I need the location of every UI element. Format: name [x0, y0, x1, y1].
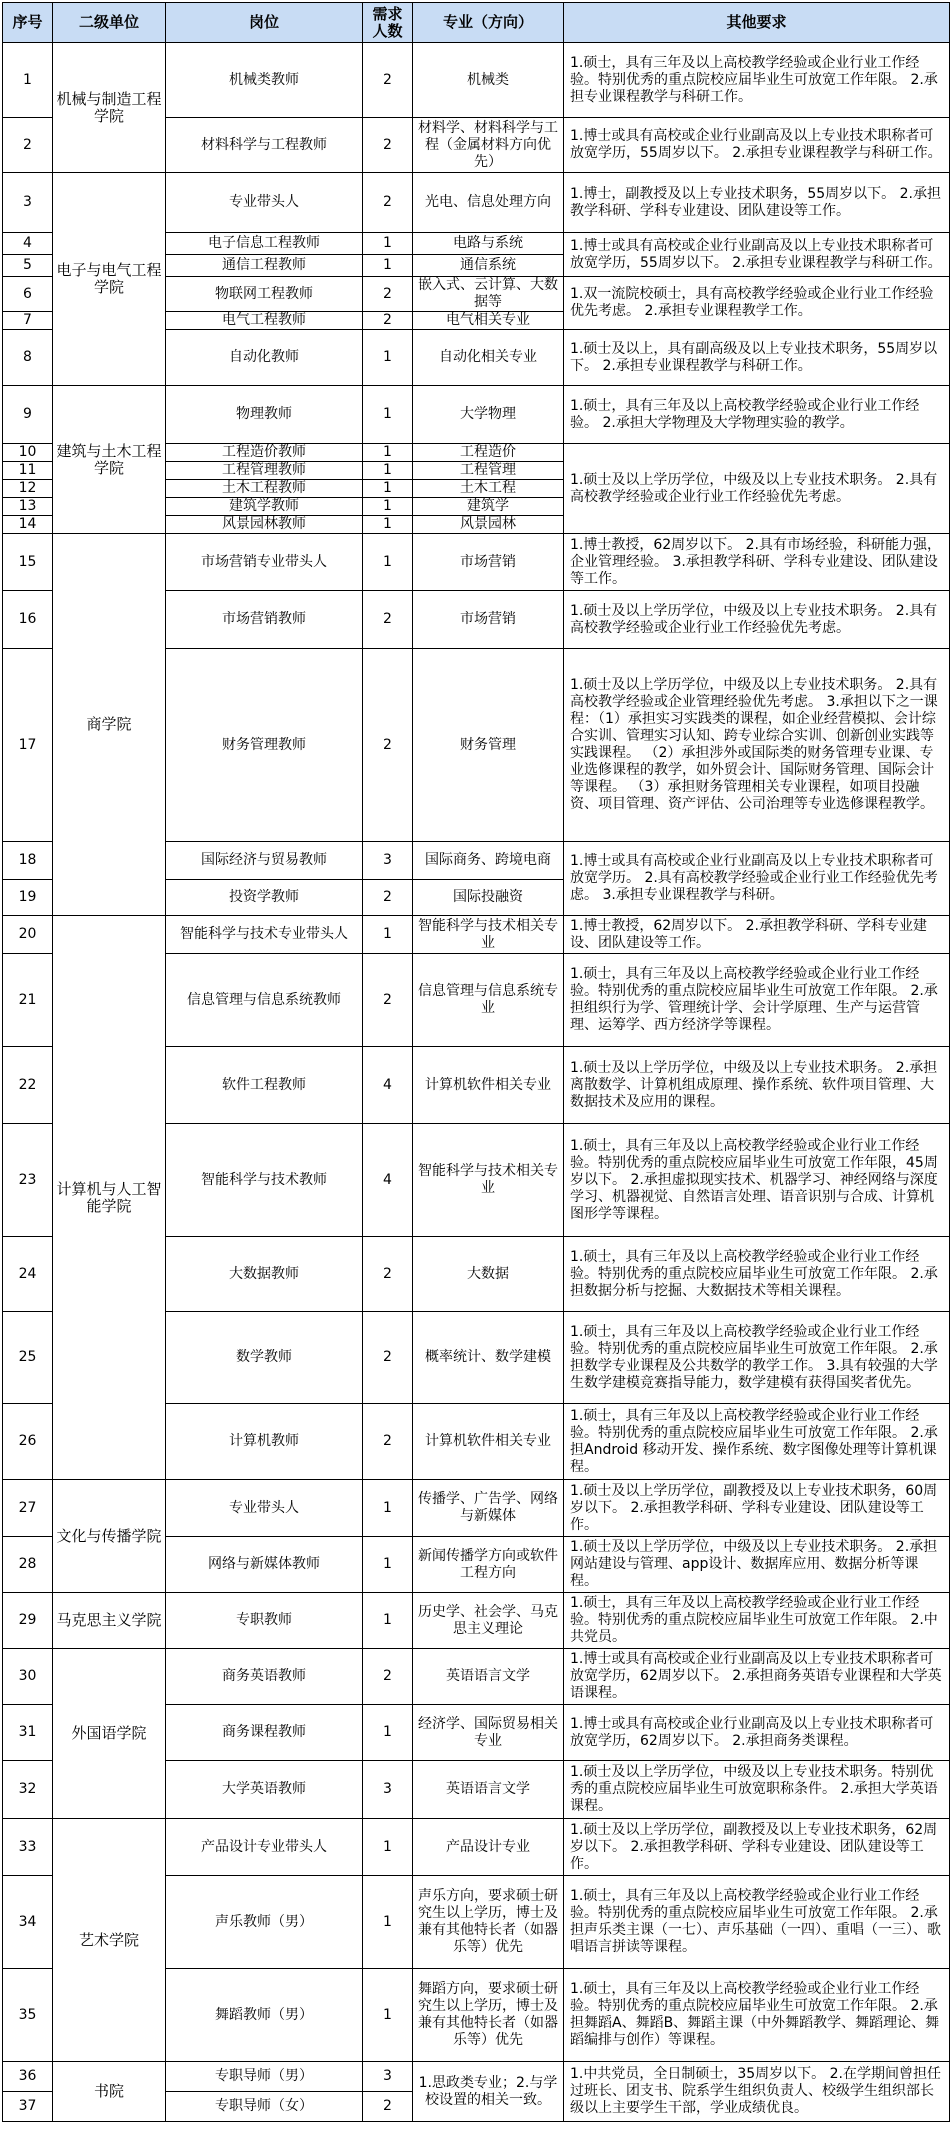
- row-count: 1: [363, 1593, 413, 1649]
- row-major: 计算机软件相关专业: [413, 1047, 564, 1124]
- row-no: 4: [3, 233, 53, 255]
- row-major: 国际投融资: [413, 880, 564, 916]
- header-count: 需求人数: [363, 3, 413, 43]
- row-major: 建筑学: [413, 498, 564, 516]
- row-requirements: 1.硕士，具有三年及以上高校教学经验或企业行业工作经验。特别优秀的重点院校应届毕业生可放宽工作年限。 2.中共党员。: [564, 1593, 950, 1649]
- table-row: [3, 1593, 950, 1649]
- unit-cell: 商学院: [53, 534, 166, 916]
- unit-cell: 机械与制造工程学院: [53, 43, 166, 173]
- row-count: 1: [363, 1480, 413, 1537]
- row-no: 3: [3, 173, 53, 233]
- row-requirements: 1.硕士，具有三年及以上高校教学经验或企业行业工作经验。特别优秀的重点院校应届毕业生可放宽工作年限。 2.承担专业课程教学与科研工作。: [564, 43, 950, 118]
- unit-cell: 马克思主义学院: [53, 1593, 166, 1649]
- row-major: 市场营销: [413, 534, 564, 591]
- row-post: 国际经济与贸易教师: [166, 842, 363, 880]
- row-post: 商务课程教师: [166, 1705, 363, 1761]
- row-no: 26: [3, 1404, 53, 1480]
- row-no: 15: [3, 534, 53, 591]
- row-no: 25: [3, 1312, 53, 1404]
- row-post: 自动化教师: [166, 330, 363, 386]
- row-no: 32: [3, 1761, 53, 1819]
- row-no: 14: [3, 516, 53, 534]
- row-requirements: 1.硕士及以上学历学位，中级及以上专业技术职务。 2.具有高校教学经验或企业管理经验优先考虑。 3.承担以下之一课程：（1）承担实习实践类的课程，如企业经营模拟、会计综合实训、管理实习认知、跨专业综合实训、创新创业实践等实践课程。 （2）承担涉外或国际类的财务管理专业课、专业选修课程的教学，如外贸会计、国际财务管理、国际会计等课程。 （3）承担财务管理相关专业课程，如项目投融资、项目管理、资产评估、公司治理等专业选修课程教学。: [564, 649, 950, 842]
- row-major: 英语语言文学: [413, 1649, 564, 1705]
- row-requirements: 1.硕士及以上，具有副高级及以上专业技术职务，55周岁以下。 2.承担专业课程教学与科研工作。: [564, 330, 950, 386]
- row-requirements: 1.硕士及以上学历学位，中级及以上专业技术职务。 2.承担离散数学、计算机组成原理、操作系统、软件项目管理、大数据技术及应用的课程。: [564, 1047, 950, 1124]
- row-count: 2: [363, 1312, 413, 1404]
- row-major: 国际商务、跨境电商: [413, 842, 564, 880]
- table-row: [3, 43, 950, 118]
- row-major: 产品设计专业: [413, 1819, 564, 1876]
- row-no: 28: [3, 1537, 53, 1593]
- row-count: 2: [363, 1404, 413, 1480]
- header-major: 专业（方向）: [413, 3, 564, 43]
- row-post: 网络与新媒体教师: [166, 1537, 363, 1593]
- row-post: 电气工程教师: [166, 312, 363, 330]
- row-post: 舞蹈教师（男）: [166, 1969, 363, 2062]
- row-requirements: 1.硕士及以上学历学位，中级及以上专业技术职务。特别优秀的重点院校应届毕业生可放宽职称条件。 2.承担大学英语课程。: [564, 1761, 950, 1819]
- row-count: 3: [363, 842, 413, 880]
- row-no: 13: [3, 498, 53, 516]
- table-row: [3, 916, 950, 954]
- row-major: 声乐方向，要求硕士研究生以上学历，博士及兼有其他特长者（如器乐等）优先: [413, 1876, 564, 1969]
- row-requirements: 1.博士或具有高校或企业行业副高及以上专业技术职称者可放宽学历，62周岁以下。 2.承担商务类课程。: [564, 1705, 950, 1761]
- row-count: 1: [363, 516, 413, 534]
- row-post: 电子信息工程教师: [166, 233, 363, 255]
- recruitment-table: [2, 2, 950, 2122]
- row-count: 1: [363, 480, 413, 498]
- table-row: [3, 173, 950, 233]
- row-post: 专职导师（女）: [166, 2092, 363, 2122]
- row-major: 舞蹈方向，要求硕士研究生以上学历，博士及兼有其他特长者（如器乐等）优先: [413, 1969, 564, 2062]
- table-row: [3, 1480, 950, 1537]
- row-requirements: 1.硕士，具有三年及以上高校教学经验或企业行业工作经验。特别优秀的重点院校应届毕业生可放宽工作年限。 2.承担数据分析与挖掘、大数据技术等相关课程。: [564, 1237, 950, 1312]
- row-count: 2: [363, 277, 413, 312]
- row-no: 7: [3, 312, 53, 330]
- row-major: 新闻传播学方向或软件工程方向: [413, 1537, 564, 1593]
- row-requirements: 1.中共党员，全日制硕士，35周岁以下。 2.在学期间曾担任过班长、团支书、院系学生组织负责人、校级学生组织部长级以上主要学生干部，学业成绩优良。: [564, 2062, 950, 2122]
- row-post: 数学教师: [166, 1312, 363, 1404]
- row-count: 1: [363, 1969, 413, 2062]
- row-major: 市场营销: [413, 591, 564, 649]
- row-count: 2: [363, 649, 413, 842]
- row-requirements: 1.硕士，具有三年及以上高校教学经验或企业行业工作经验。 2.承担大学物理及大学物理实验的教学。: [564, 386, 950, 444]
- row-count: 1: [363, 255, 413, 277]
- row-post: 信息管理与信息系统教师: [166, 954, 363, 1047]
- row-post: 财务管理教师: [166, 649, 363, 842]
- row-post: 软件工程教师: [166, 1047, 363, 1124]
- row-major: 1.思政类专业；2.与学校设置的相关一致。: [413, 2062, 564, 2122]
- row-post: 智能科学与技术专业带头人: [166, 916, 363, 954]
- row-major: 传播学、广告学、网络与新媒体: [413, 1480, 564, 1537]
- row-major: 通信系统: [413, 255, 564, 277]
- row-major: 大数据: [413, 1237, 564, 1312]
- row-count: 2: [363, 1649, 413, 1705]
- row-major: 财务管理: [413, 649, 564, 842]
- row-post: 智能科学与技术教师: [166, 1124, 363, 1237]
- unit-cell: 书院: [53, 2062, 166, 2122]
- row-count: 4: [363, 1124, 413, 1237]
- row-requirements: 1.硕士，具有三年及以上高校教学经验或企业行业工作经验。特别优秀的重点院校应届毕业生可放宽工作年限。 2.承担声乐类主课（一七）、声乐基础（一四）、重唱（一三）、歌唱语言拼读等课程。: [564, 1876, 950, 1969]
- row-no: 35: [3, 1969, 53, 2062]
- row-count: 2: [363, 173, 413, 233]
- row-count: 2: [363, 2092, 413, 2122]
- row-post: 计算机教师: [166, 1404, 363, 1480]
- row-requirements: 1.硕士及以上学历学位，中级及以上专业技术职务。 2.具有高校教学经验或企业行业工作经验优先考虑。: [564, 444, 950, 534]
- row-no: 36: [3, 2062, 53, 2092]
- row-requirements: 1.硕士及以上学历学位，中级及以上专业技术职务。 2.承担网站建设与管理、app设计、数据库应用、数据分析等课程。: [564, 1537, 950, 1593]
- row-count: 1: [363, 534, 413, 591]
- row-post: 建筑学教师: [166, 498, 363, 516]
- row-major: 工程造价: [413, 444, 564, 462]
- header-no: 序号: [3, 3, 53, 43]
- row-requirements: 1.博士或具有高校或企业行业副高及以上专业技术职称者可放宽学历。 2.具有高校教学经验或企业行业工作经验优先考虑。 3.承担专业课程教学与科研。: [564, 842, 950, 916]
- row-post: 大学英语教师: [166, 1761, 363, 1819]
- row-major: 土木工程: [413, 480, 564, 498]
- row-requirements: 1.硕士，具有三年及以上高校教学经验或企业行业工作经验。特别优秀的重点院校应届毕业生可放宽工作年限。 2.承担舞蹈A、舞蹈B、舞蹈主课（中外舞蹈教学、舞蹈理论、舞蹈编排与创作）等课程。: [564, 1969, 950, 2062]
- header-requirements: 其他要求: [564, 3, 950, 43]
- row-no: 27: [3, 1480, 53, 1537]
- row-post: 工程管理教师: [166, 462, 363, 480]
- row-post: 物理教师: [166, 386, 363, 444]
- row-no: 8: [3, 330, 53, 386]
- row-count: 3: [363, 2062, 413, 2092]
- row-no: 1: [3, 43, 53, 118]
- row-requirements: 1.博士或具有高校或企业行业副高及以上专业技术职称者可放宽学历，62周岁以下。 2.承担商务英语专业课程和大学英语课程。: [564, 1649, 950, 1705]
- row-major: 电气相关专业: [413, 312, 564, 330]
- unit-cell: 建筑与土木工程学院: [53, 386, 166, 534]
- table-row: [3, 1819, 950, 1876]
- row-major: 机械类: [413, 43, 564, 118]
- row-count: 2: [363, 118, 413, 173]
- row-count: 4: [363, 1047, 413, 1124]
- row-count: 2: [363, 1237, 413, 1312]
- row-major: 光电、信息处理方向: [413, 173, 564, 233]
- row-post: 专业带头人: [166, 1480, 363, 1537]
- row-post: 土木工程教师: [166, 480, 363, 498]
- row-count: 2: [363, 954, 413, 1047]
- row-count: 1: [363, 1537, 413, 1593]
- row-major: 大学物理: [413, 386, 564, 444]
- row-post: 市场营销专业带头人: [166, 534, 363, 591]
- row-post: 通信工程教师: [166, 255, 363, 277]
- row-count: 1: [363, 233, 413, 255]
- row-no: 18: [3, 842, 53, 880]
- row-no: 17: [3, 649, 53, 842]
- row-count: 1: [363, 462, 413, 480]
- row-no: 2: [3, 118, 53, 173]
- row-count: 1: [363, 1705, 413, 1761]
- row-major: 智能科学与技术相关专业: [413, 916, 564, 954]
- row-count: 1: [363, 1819, 413, 1876]
- row-major: 电路与系统: [413, 233, 564, 255]
- row-post: 材料科学与工程教师: [166, 118, 363, 173]
- table-row: [3, 386, 950, 444]
- row-post: 商务英语教师: [166, 1649, 363, 1705]
- row-requirements: 1.硕士，具有三年及以上高校教学经验或企业行业工作经验。特别优秀的重点院校应届毕业生可放宽工作年限，45周岁以下。 2.承担虚拟现实技术、机器学习、神经网络与深度学习、机器视觉、自然语言处理、语音识别与合成、计算机图形学等课程。: [564, 1124, 950, 1237]
- row-count: 1: [363, 916, 413, 954]
- row-count: 1: [363, 444, 413, 462]
- row-post: 机械类教师: [166, 43, 363, 118]
- row-post: 专职教师: [166, 1593, 363, 1649]
- row-no: 20: [3, 916, 53, 954]
- row-post: 工程造价教师: [166, 444, 363, 462]
- row-no: 34: [3, 1876, 53, 1969]
- table-row: [3, 1649, 950, 1705]
- row-post: 风景园林教师: [166, 516, 363, 534]
- row-no: 23: [3, 1124, 53, 1237]
- unit-cell: 艺术学院: [53, 1819, 166, 2062]
- row-major: 英语语言文学: [413, 1761, 564, 1819]
- row-count: 2: [363, 880, 413, 916]
- row-no: 31: [3, 1705, 53, 1761]
- row-no: 24: [3, 1237, 53, 1312]
- row-major: 材料学、材料科学与工程（金属材料方向优先）: [413, 118, 564, 173]
- row-post: 物联网工程教师: [166, 277, 363, 312]
- row-post: 声乐教师（男）: [166, 1876, 363, 1969]
- row-no: 37: [3, 2092, 53, 2122]
- row-no: 30: [3, 1649, 53, 1705]
- row-requirements: 1.博士或具有高校或企业行业副高及以上专业技术职称者可放宽学历，55周岁以下。 2.承担专业课程教学与科研工作。: [564, 118, 950, 173]
- row-no: 5: [3, 255, 53, 277]
- row-requirements: 1.硕士，具有三年及以上高校教学经验或企业行业工作经验。特别优秀的重点院校应届毕业生可放宽工作年限。 2.承担组织行为学、管理统计学、会计学原理、生产与运营管理、运筹学、西方经济学等课程。: [564, 954, 950, 1047]
- row-major: 嵌入式、云计算、大数据等: [413, 277, 564, 312]
- row-major: 经济学、国际贸易相关专业: [413, 1705, 564, 1761]
- row-post: 专业带头人: [166, 173, 363, 233]
- unit-cell: 计算机与人工智能学院: [53, 916, 166, 1480]
- row-requirements: 1.硕士，具有三年及以上高校教学经验或企业行业工作经验。特别优秀的重点院校应届毕业生可放宽工作年限。 2.承担Android 移动开发、操作系统、数字图像处理等计算机课程。: [564, 1404, 950, 1480]
- table-row: [3, 2062, 950, 2092]
- row-major: 风景园林: [413, 516, 564, 534]
- row-major: 计算机软件相关专业: [413, 1404, 564, 1480]
- row-requirements: 1.博士或具有高校或企业行业副高及以上专业技术职称者可放宽学历，55周岁以下。 2.承担专业课程教学与科研工作。: [564, 233, 950, 277]
- row-no: 12: [3, 480, 53, 498]
- row-requirements: 1.硕士，具有三年及以上高校教学经验或企业行业工作经验。特别优秀的重点院校应届毕业生可放宽工作年限。 2.承担数学专业课程及公共数学的教学工作。 3.具有较强的大学生数学建模竞赛指导能力，数学建模有获得国奖者优先。: [564, 1312, 950, 1404]
- row-major: 信息管理与信息系统专业: [413, 954, 564, 1047]
- unit-cell: 电子与电气工程学院: [53, 173, 166, 386]
- row-major: 智能科学与技术相关专业: [413, 1124, 564, 1237]
- row-no: 6: [3, 277, 53, 312]
- row-count: 3: [363, 1761, 413, 1819]
- row-post: 大数据教师: [166, 1237, 363, 1312]
- row-requirements: 1.硕士及以上学历学位，副教授及以上专业技术职务，62周岁以下。 2.承担教学科研、学科专业建设、团队建设等工作。: [564, 1819, 950, 1876]
- row-requirements: 1.硕士及以上学历学位，副教授及以上专业技术职务，60周岁以下。 2.承担教学科研、学科专业建设、团队建设等工作。: [564, 1480, 950, 1537]
- header-post: 岗位: [166, 3, 363, 43]
- row-no: 10: [3, 444, 53, 462]
- row-no: 21: [3, 954, 53, 1047]
- row-major: 自动化相关专业: [413, 330, 564, 386]
- row-count: 2: [363, 312, 413, 330]
- header-unit: 二级单位: [53, 3, 166, 43]
- unit-cell: 外国语学院: [53, 1649, 166, 1819]
- row-post: 市场营销教师: [166, 591, 363, 649]
- row-no: 29: [3, 1593, 53, 1649]
- table-row: [3, 534, 950, 591]
- row-post: 产品设计专业带头人: [166, 1819, 363, 1876]
- row-major: 历史学、社会学、马克思主义理论: [413, 1593, 564, 1649]
- row-count: 1: [363, 330, 413, 386]
- unit-cell: 文化与传播学院: [53, 1480, 166, 1593]
- row-no: 19: [3, 880, 53, 916]
- row-count: 1: [363, 386, 413, 444]
- row-post: 专职导师（男）: [166, 2062, 363, 2092]
- row-no: 16: [3, 591, 53, 649]
- row-requirements: 1.硕士及以上学历学位，中级及以上专业技术职务。 2.具有高校教学经验或企业行业工作经验优先考虑。: [564, 591, 950, 649]
- table-header-row: [3, 3, 950, 43]
- row-no: 11: [3, 462, 53, 480]
- row-count: 2: [363, 591, 413, 649]
- row-no: 33: [3, 1819, 53, 1876]
- row-requirements: 1.博士教授，62周岁以下。 2.承担教学科研、学科专业建设、团队建设等工作。: [564, 916, 950, 954]
- row-major: 概率统计、数学建模: [413, 1312, 564, 1404]
- row-no: 22: [3, 1047, 53, 1124]
- row-major: 工程管理: [413, 462, 564, 480]
- row-requirements: 1.双一流院校硕士，具有高校教学经验或企业行业工作经验优先考虑。 2.承担专业课程教学工作。: [564, 277, 950, 330]
- row-count: 1: [363, 498, 413, 516]
- row-requirements: 1.博士，副教授及以上专业技术职务，55周岁以下。 2.承担教学科研、学科专业建设、团队建设等工作。: [564, 173, 950, 233]
- row-count: 2: [363, 43, 413, 118]
- row-no: 9: [3, 386, 53, 444]
- row-requirements: 1.博士教授，62周岁以下。 2.具有市场经验，科研能力强，企业管理经验。 3.承担教学科研、学科专业建设、团队建设等工作。: [564, 534, 950, 591]
- row-count: 1: [363, 1876, 413, 1969]
- row-post: 投资学教师: [166, 880, 363, 916]
